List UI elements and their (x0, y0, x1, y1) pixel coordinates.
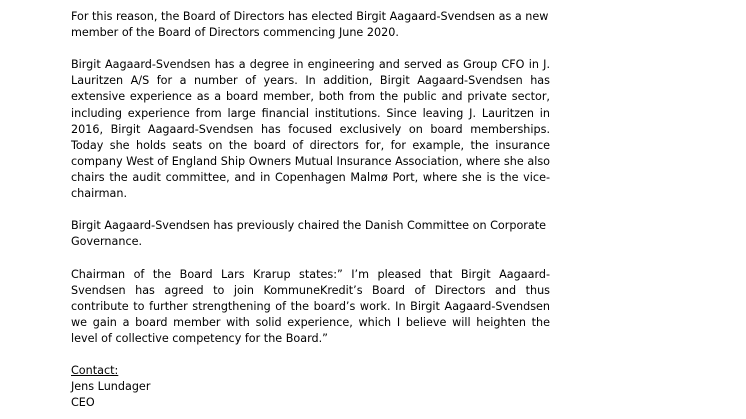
paragraph-biography: Birgit Aagaard-Svendsen has a degree in engineering and served as Group CFO in J. Lauritzen A/S for a number of years. In addition, Birgit Aagaard-Svendsen has extensive experience as a board member, both from the public and private sector, including experience from large financial institutions. Since leaving J. Lauritzen in 2016, Birgit Aagaard-Svendsen has focused exclusively on board memberships. Today she holds seats on the board of directors for, for example, the insurance company West of England Ship Owners Mutual Insurance Association, where she also chairs the audit committee, and in Copenhagen Malmø Port, where she is the vice-chairman. (71, 58, 550, 201)
contact-block (71, 363, 550, 411)
contact-name: Jens Lundager (71, 380, 151, 394)
paragraph-governance: Birgit Aagaard-Svendsen has previously chaired the Danish Committee on Corporate Governance. (71, 219, 547, 249)
contact-title: CEO (71, 396, 95, 410)
document-page (71, 9, 550, 411)
paragraph-board-election: For this reason, the Board of Directors has elected Birgit Aagaard-Svendsen as a new member of the Board of Directors commencing June 2020. (71, 10, 549, 40)
contact-heading: Contact: (71, 364, 119, 378)
paragraph-chairman-quote: Chairman of the Board Lars Krarup states:” I’m pleased that Birgit Aagaard-Svendsen has agreed to join KommuneKredit’s Board of Directors and thus contribute to further strengthening of the board’s work. In Birgit Aagaard-Svendsen we gain a board member with solid experience, which I believe will heighten the level of collective competency for the Board.” (71, 267, 550, 345)
